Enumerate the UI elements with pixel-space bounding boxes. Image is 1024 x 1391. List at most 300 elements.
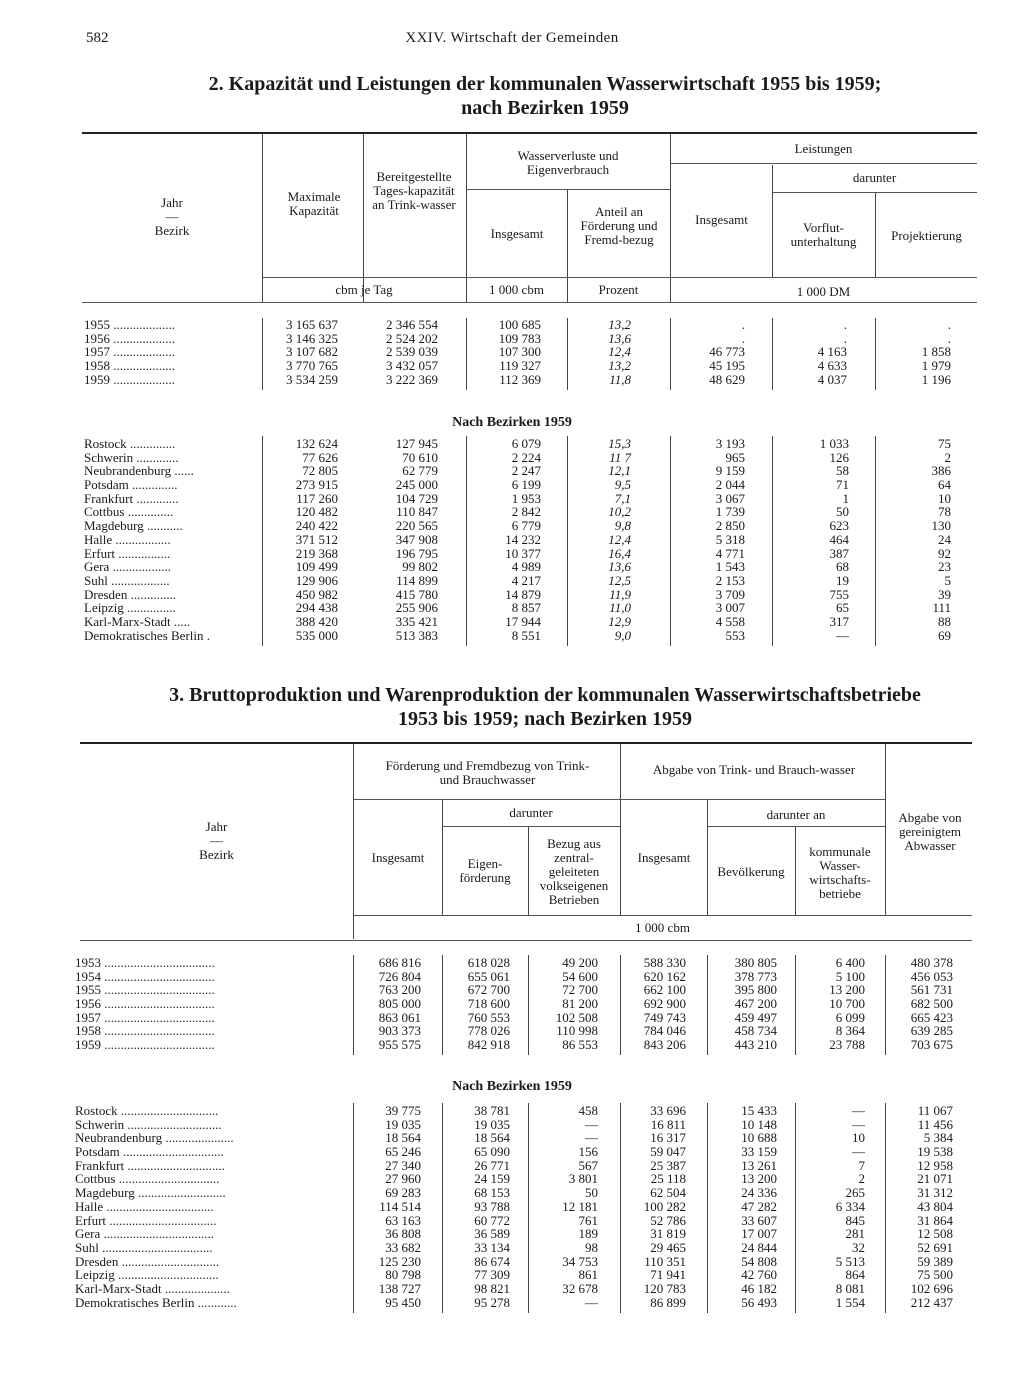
bezirk-label: Erfurt ................ (84, 545, 171, 561)
cell: 12,1 (608, 463, 631, 479)
header-jahr: Jahr (161, 195, 183, 210)
bezirk-column-2 (442, 1104, 510, 1309)
cell: 68 (836, 559, 849, 575)
cell: 2 539 039 (386, 344, 438, 360)
cell: 3 146 325 (286, 330, 338, 346)
cell: 65 (836, 600, 849, 616)
header-kommunale: kommunale Wasser-wirtschafts-betriebe (809, 844, 871, 901)
cell: 13 200 (741, 1171, 777, 1187)
cell: 749 743 (643, 1009, 686, 1025)
cell: 100 282 (643, 1198, 686, 1214)
rule (620, 744, 621, 915)
cell: 335 421 (395, 613, 438, 629)
section-heading: Nach Bezirken 1959 (452, 415, 572, 430)
cell: 395 800 (734, 982, 777, 998)
cell: 46 773 (709, 344, 745, 360)
cell: 39 (938, 586, 951, 602)
cell: 13,6 (608, 559, 631, 575)
cell: 10,2 (608, 504, 631, 520)
cell: 778 026 (467, 1023, 510, 1039)
cell: 955 575 (378, 1037, 421, 1053)
cell: 102 508 (555, 1009, 598, 1025)
cell: 726 804 (378, 968, 421, 984)
cell: 29 465 (650, 1239, 686, 1255)
cell: 16 811 (650, 1116, 686, 1132)
cell: 10 148 (741, 1116, 777, 1132)
cell: 1 (842, 490, 849, 506)
cell: 5 318 (715, 531, 745, 547)
cell: 58 (836, 463, 849, 479)
cell: 107 300 (498, 344, 541, 360)
cell: 3 222 369 (386, 371, 438, 387)
cell: 19 538 (917, 1144, 953, 1160)
rule (620, 799, 885, 800)
cell: 6 079 (511, 436, 541, 451)
cell: 71 (836, 477, 849, 493)
cell: 117 260 (296, 490, 338, 506)
header-max-kapazitaet: Maximale Kapazität (287, 189, 341, 218)
header-bezirk: Bezirk (154, 223, 190, 238)
cell: 9,8 (614, 518, 631, 534)
section-heading: Nach Bezirken 1959 (452, 1079, 572, 1094)
cell: 965 (725, 449, 745, 465)
cell: 386 (931, 463, 951, 479)
bezirk-column-7 (875, 437, 951, 642)
cell: 618 028 (467, 955, 510, 970)
cell: 11 456 (917, 1116, 953, 1132)
rule (670, 163, 977, 164)
cell: 4 163 (817, 344, 847, 360)
header-eigenfoerderung: Eigen-förderung (459, 856, 511, 885)
cell: 59 047 (650, 1144, 686, 1160)
cell: 212 437 (910, 1294, 953, 1310)
cell: 2 (944, 449, 951, 465)
cell: 9,5 (614, 477, 631, 493)
cell: 72 805 (302, 463, 338, 479)
cell: 70 610 (402, 449, 438, 465)
cell: 2 224 (511, 449, 541, 465)
cell: 39 775 (385, 1103, 421, 1118)
cell: 8 857 (511, 600, 541, 616)
cell: 33 696 (650, 1103, 686, 1118)
bezirk-column-3 (466, 437, 541, 642)
cell: 11,0 (609, 600, 631, 616)
cell: 371 512 (295, 531, 338, 547)
cell: 13,6 (608, 330, 631, 346)
cell: 467 200 (734, 996, 777, 1012)
cell: 11,9 (609, 586, 631, 602)
cell: 100 685 (498, 317, 541, 332)
cell: 378 773 (734, 968, 777, 984)
cell: 12,9 (608, 613, 631, 629)
unit-cbm-je-tag: cbm je Tag (335, 282, 393, 297)
cell: 755 (829, 586, 849, 602)
cell: 1 739 (715, 504, 745, 520)
cell: 10 (938, 490, 951, 506)
cell: 46 182 (741, 1280, 777, 1296)
cell: 81 200 (562, 996, 598, 1012)
cell: 62 779 (402, 463, 438, 479)
cell: 196 795 (395, 545, 438, 561)
cell: 17 007 (741, 1226, 777, 1242)
header-gereinigt: Abgabe von gereinigtem Abwasser (898, 810, 962, 853)
cell: 119 327 (499, 358, 541, 374)
unit-1000-cbm: 1 000 cbm (489, 282, 544, 297)
cell: 27 960 (385, 1171, 421, 1187)
cell: 464 (829, 531, 849, 547)
bezirk-label: Frankfurt .............................. (75, 1157, 225, 1173)
cell: 138 727 (378, 1280, 421, 1296)
rule (353, 744, 354, 939)
cell: 33 159 (741, 1144, 777, 1160)
table2-top-rule (82, 132, 977, 134)
cell: 864 (845, 1267, 865, 1283)
bezirk-column-6 (795, 1104, 865, 1309)
cell: 75 (938, 436, 951, 451)
header-projektierung: Projektierung (891, 228, 962, 243)
cell: 31 864 (917, 1212, 953, 1228)
cell: 219 368 (295, 545, 338, 561)
cell: 763 200 (378, 982, 421, 998)
unit-prozent: Prozent (598, 282, 639, 297)
cell: — (852, 1103, 865, 1118)
cell: 1 979 (921, 358, 951, 374)
year-label: 1957 ................... (84, 344, 175, 360)
year-column-1 (353, 956, 421, 1052)
cell: — (585, 1294, 598, 1310)
cell: 110 847 (396, 504, 438, 520)
cell: 5 (944, 572, 951, 588)
column-projektierung (875, 318, 951, 386)
year-label: 1958 ................... (84, 358, 175, 374)
bezirk-label: Karl-Marx-Stadt .................... (75, 1280, 230, 1296)
cell: 380 805 (734, 955, 777, 970)
cell: 16 317 (650, 1130, 686, 1146)
cell: 3 432 057 (386, 358, 438, 374)
cell: 129 906 (295, 572, 338, 588)
cell: . (741, 317, 745, 332)
cell: 33 682 (385, 1239, 421, 1255)
cell: 692 900 (643, 996, 686, 1012)
cell: 65 246 (385, 1144, 421, 1160)
bezirk-column-5 (707, 1104, 777, 1309)
cell: 23 (938, 559, 951, 575)
year-column-2 (442, 956, 510, 1052)
cell: 3 165 637 (286, 317, 338, 332)
cell: 14 232 (505, 531, 541, 547)
cell: 1 554 (835, 1294, 865, 1310)
cell: . (947, 330, 951, 346)
cell: 60 772 (474, 1212, 510, 1228)
rule (80, 940, 972, 941)
cell: 36 589 (474, 1226, 510, 1242)
cell: 80 798 (385, 1267, 421, 1283)
year-label: 1953 .................................. (75, 956, 215, 970)
table3-title-line-1: 3. Bruttoproduktion und Warenproduktion der kommunalen Wasserwirtschaftsbetriebe (169, 684, 921, 706)
cell: 13 261 (741, 1157, 777, 1173)
cell: 760 553 (467, 1009, 510, 1025)
cell: 784 046 (643, 1023, 686, 1039)
page-number: 582 (86, 30, 109, 46)
cell: 761 (578, 1212, 598, 1228)
cell: 8 364 (835, 1023, 865, 1039)
running-head: XXIV. Wirtschaft der Gemeinden (405, 30, 619, 46)
cell: 14 879 (505, 586, 541, 602)
cell: 86 674 (474, 1253, 510, 1269)
bezirk-label: Halle ................. (84, 531, 171, 547)
cell: 54 808 (741, 1253, 777, 1269)
bezirk-label: Gera .................. (84, 559, 172, 575)
cell: 112 369 (499, 371, 541, 387)
rule (772, 192, 977, 193)
cell: 665 423 (910, 1009, 953, 1025)
column-anteil (567, 318, 631, 386)
cell: 3 193 (715, 436, 745, 451)
cell: . (741, 330, 745, 346)
cell: 655 061 (467, 968, 510, 984)
cell: 9,0 (614, 627, 631, 643)
cell: 12,4 (608, 531, 631, 547)
year-label: 1956 .................................. (75, 996, 215, 1012)
cell: 843 206 (643, 1037, 686, 1053)
cell: 535 000 (295, 627, 338, 643)
year-label: 1955 .................................. (75, 982, 215, 998)
cell: 281 (845, 1226, 865, 1242)
year-column-7 (885, 956, 953, 1052)
bezirk-label: Leipzig ............... (84, 600, 176, 616)
cell: 255 906 (395, 600, 438, 616)
cell: 12,4 (608, 344, 631, 360)
cell: 265 (845, 1185, 865, 1201)
cell: 25 118 (650, 1171, 686, 1187)
year-labels (84, 318, 256, 386)
cell: 1 858 (921, 344, 951, 360)
cell: 110 351 (644, 1253, 686, 1269)
cell: 3 107 682 (286, 344, 338, 360)
cell: 32 678 (562, 1280, 598, 1296)
cell: 3 770 765 (286, 358, 338, 374)
cell: 64 (938, 477, 951, 493)
table2-title-line-1: 2. Kapazität und Leistungen der kommunalen Wasserwirtschaft 1955 bis 1959; (208, 73, 882, 95)
rule (442, 826, 620, 827)
cell: 23 788 (829, 1037, 865, 1053)
cell: 10 688 (741, 1130, 777, 1146)
cell: 24 159 (474, 1171, 510, 1187)
cell: 6 400 (835, 955, 865, 970)
bezirk-column-3 (528, 1104, 598, 1309)
cell: 63 163 (385, 1212, 421, 1228)
rule (795, 827, 796, 915)
cell: 86 899 (650, 1294, 686, 1310)
cell: 95 450 (385, 1294, 421, 1310)
cell: 24 336 (741, 1185, 777, 1201)
cell: 8 551 (511, 627, 541, 643)
header-anteil: Anteil an Förderung und Fremd-bezug (580, 204, 658, 247)
bezirk-label: Erfurt ................................. (75, 1212, 217, 1228)
cell: 415 780 (395, 586, 438, 602)
bezirk-label: Halle ................................. (75, 1198, 214, 1214)
header-abgabe: Abgabe von Trink- und Brauch-wasser (652, 762, 856, 777)
cell: 459 497 (734, 1009, 777, 1025)
cell: 3 709 (715, 586, 745, 602)
cell: 11,8 (609, 371, 631, 387)
cell: 4 217 (511, 572, 541, 588)
cell: 294 438 (295, 600, 338, 616)
cell: 38 781 (474, 1103, 510, 1118)
cell: 4 558 (715, 613, 745, 629)
cell: 48 629 (709, 371, 745, 387)
bezirk-label: Magdeburg ........... (84, 518, 183, 534)
cell: 458 734 (734, 1023, 777, 1039)
cell: 24 844 (741, 1239, 777, 1255)
year-label: 1958 .................................. (75, 1023, 215, 1039)
year-label: 1954 .................................. (75, 968, 215, 984)
cell: 703 675 (910, 1037, 953, 1053)
cell: 24 (938, 531, 951, 547)
cell: 3 801 (568, 1171, 598, 1187)
bezirk-label: Leipzig ............................... (75, 1267, 219, 1283)
cell: 2 842 (511, 504, 541, 520)
year-column-6 (795, 956, 865, 1052)
cell: 104 729 (395, 490, 438, 506)
cell: 845 (845, 1212, 865, 1228)
cell: 95 278 (474, 1294, 510, 1310)
cell: 109 499 (295, 559, 338, 575)
cell: 75 500 (917, 1267, 953, 1283)
year-column-3 (528, 956, 598, 1052)
cell: 65 090 (474, 1144, 510, 1160)
cell: 32 (852, 1239, 865, 1255)
header-darunter: darunter (509, 805, 553, 820)
cell: 43 804 (917, 1198, 953, 1214)
bezirk-label: Suhl .................................. (75, 1239, 213, 1255)
bezirk-labels (75, 1104, 347, 1309)
bezirk-column-1 (262, 437, 338, 642)
header-insgesamt: Insgesamt (490, 226, 544, 241)
header-darunter-an: darunter an (766, 807, 826, 822)
cell: . (843, 330, 847, 346)
table2-title (60, 72, 1024, 120)
column-bereitgestellt (363, 318, 438, 386)
cell: 1 543 (715, 559, 745, 575)
rule (353, 915, 972, 916)
column-leistungen-insgesamt (670, 318, 745, 386)
cell: 88 (938, 613, 951, 629)
cell: 347 908 (395, 531, 438, 547)
cell: 54 600 (562, 968, 598, 984)
header-leistungen-insgesamt: Insgesamt (695, 212, 748, 227)
cell: 34 753 (562, 1253, 598, 1269)
cell: 114 514 (379, 1198, 421, 1214)
cell: 863 061 (378, 1009, 421, 1025)
cell: 27 340 (385, 1157, 421, 1173)
bezirk-column-6 (772, 437, 849, 642)
cell: 2 (858, 1171, 865, 1187)
cell: 16,4 (608, 545, 631, 561)
cell: 2 247 (511, 463, 541, 479)
table2-title-line-2: nach Bezirken 1959 (461, 97, 629, 119)
cell: 3 534 259 (286, 371, 338, 387)
year-column-5 (707, 956, 777, 1052)
cell: 36 808 (385, 1226, 421, 1242)
cell: 3 007 (715, 600, 745, 616)
cell: 245 000 (395, 477, 438, 493)
cell: 553 (725, 627, 745, 643)
cell: 92 (938, 545, 951, 561)
rule (707, 826, 885, 827)
year-label: 1956 ................... (84, 330, 175, 346)
cell: 99 802 (402, 559, 438, 575)
cell: 1 953 (511, 490, 541, 506)
cell: 50 (585, 1185, 598, 1201)
cell: 19 035 (474, 1116, 510, 1132)
bezirk-label: Neubrandenburg ..................... (75, 1130, 234, 1146)
cell: 317 (829, 613, 849, 629)
cell: 12 181 (562, 1198, 598, 1214)
bezirk-label: Gera .................................. (75, 1226, 215, 1242)
cell: 220 565 (395, 518, 438, 534)
header-dash: — (210, 833, 223, 848)
cell: 56 493 (741, 1294, 777, 1310)
cell: 69 283 (385, 1185, 421, 1201)
cell: 111 (932, 600, 951, 616)
cell: 10 700 (829, 996, 865, 1012)
cell: 130 (931, 518, 951, 534)
cell: 805 000 (378, 996, 421, 1012)
bezirk-column-7 (885, 1104, 953, 1309)
cell: 567 (578, 1157, 598, 1173)
bezirk-column-5 (670, 437, 745, 642)
cell: 6 099 (835, 1009, 865, 1025)
cell: 52 786 (650, 1212, 686, 1228)
cell: 4 771 (715, 545, 745, 561)
cell: 6 334 (835, 1198, 865, 1214)
cell: — (585, 1116, 598, 1132)
cell: 10 (852, 1130, 865, 1146)
header-jahr: Jahr (205, 819, 228, 834)
bezirk-column-4 (620, 1104, 686, 1309)
header-abgabe-insgesamt: Insgesamt (637, 850, 691, 865)
cell: 2 346 554 (386, 317, 438, 332)
cell: — (836, 627, 849, 643)
cell: 110 998 (556, 1023, 598, 1039)
cell: 26 771 (474, 1157, 510, 1173)
bezirk-label: Demokratisches Berlin ............ (75, 1294, 237, 1310)
table3-title-line-2: 1953 bis 1959; nach Bezirken 1959 (398, 708, 692, 730)
year-label: 1959 ................... (84, 371, 175, 387)
year-column-4 (620, 956, 686, 1052)
bezirk-column-2 (363, 437, 438, 642)
unit-1000-cbm: 1 000 cbm (635, 920, 690, 935)
cell: 903 373 (378, 1023, 421, 1039)
year-label: 1955 ................... (84, 318, 175, 332)
year-labels (75, 956, 347, 1052)
cell: 189 (578, 1226, 598, 1242)
header-vorflut: Vorflut-unterhaltung (790, 220, 857, 249)
cell: 120 482 (295, 504, 338, 520)
cell: 109 783 (498, 330, 541, 346)
header-leistungen: Leistungen (794, 141, 853, 156)
cell: 513 383 (395, 627, 438, 643)
cell: 114 899 (396, 572, 438, 588)
cell: 2 153 (715, 572, 745, 588)
bezirk-label: Neubrandenburg ...... (84, 463, 194, 479)
cell: 102 696 (910, 1280, 953, 1296)
cell: 72 700 (562, 982, 598, 998)
header-bezug: Bezug aus zentral-geleiteten volkseigenen Betrieben (539, 836, 609, 907)
cell: 86 553 (562, 1037, 598, 1053)
cell: 2 524 202 (386, 330, 438, 346)
